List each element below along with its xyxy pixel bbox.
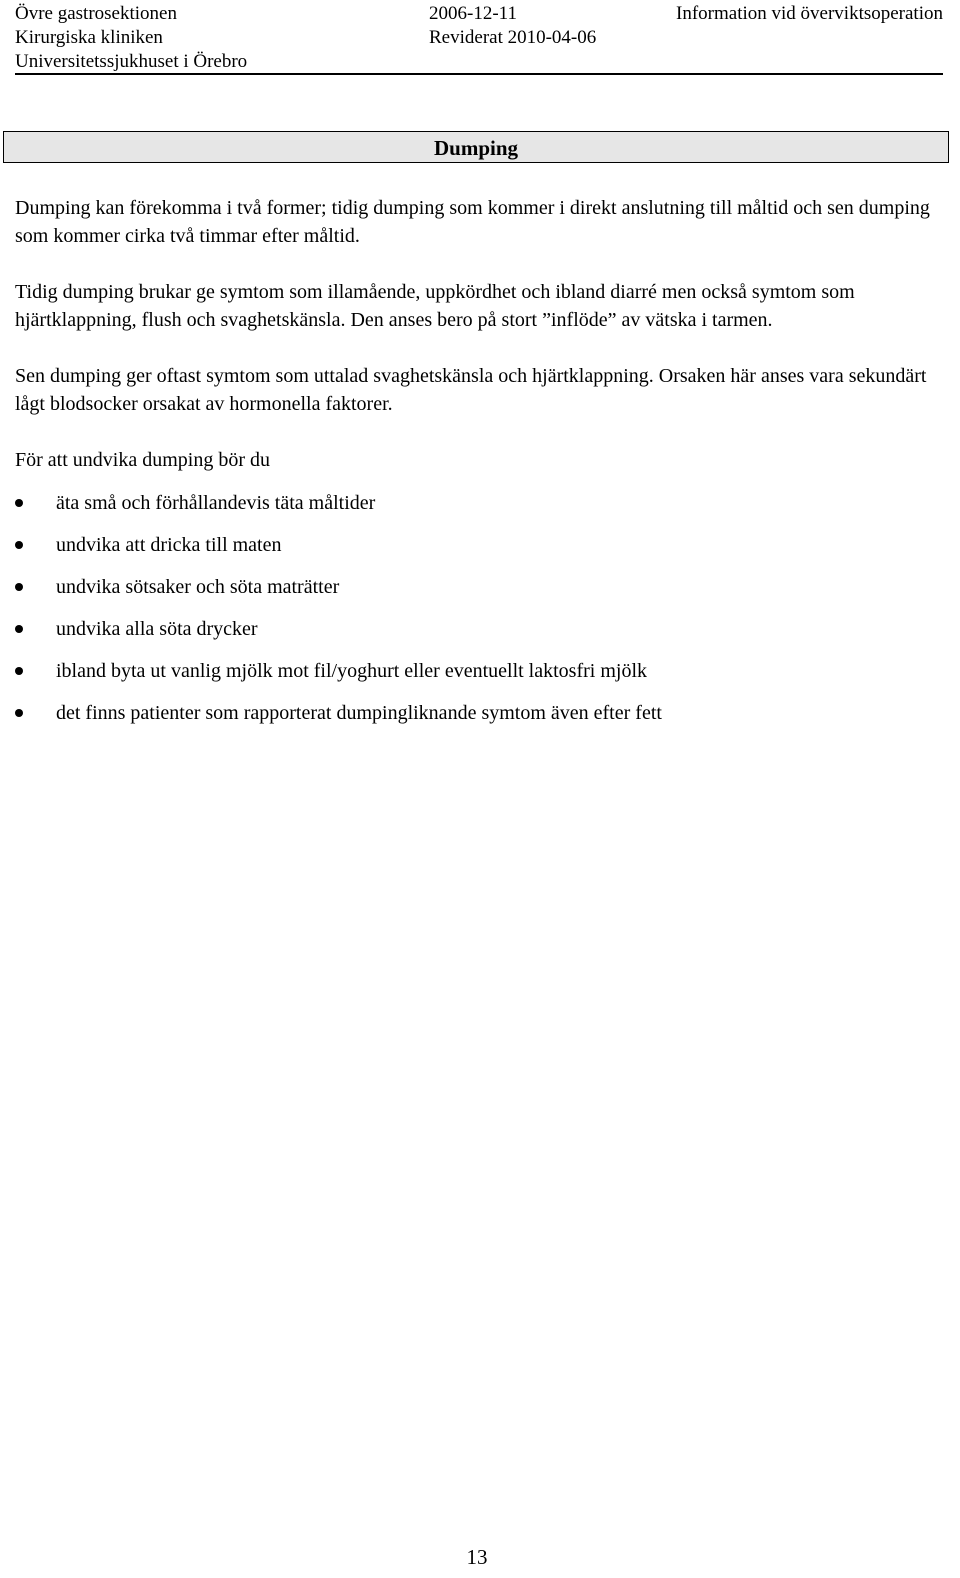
list-item (15, 573, 940, 601)
advice-list (15, 489, 940, 727)
list-item (15, 489, 940, 517)
list-item-text: undvika att dricka till maten (56, 534, 282, 556)
bullet-icon (15, 499, 23, 507)
header-line-1 (15, 2, 943, 26)
page-number: 13 (466, 1545, 488, 1569)
header-line-3 (15, 50, 943, 74)
paragraph-dumping-forms: Dumping kan förekomma i två former; tidig dumping som kommer i direkt anslutning till måltid och sen dumping som kommer cirka två timmar efter måltid. (15, 197, 930, 247)
list-item-text: det finns patienter som rapporterat dumpingliknande symtom även efter fett (56, 702, 662, 724)
bullet-icon (15, 541, 23, 549)
header-date: 2006-12-11 (429, 3, 517, 24)
bullet-icon (15, 667, 23, 675)
header-document-title: Information vid överviktsoperation (676, 3, 943, 24)
list-item (15, 615, 940, 643)
header-revision-date: Reviderat 2010-04-06 (429, 27, 597, 48)
list-item-text: äta små och förhållandevis täta måltider (56, 492, 376, 514)
header-divider (15, 73, 943, 75)
main-content (15, 194, 940, 741)
paragraph-early-dumping: Tidig dumping brukar ge symtom som illamående, uppkördhet och ibland diarré men också symtom som hjärtklappning, flush och svaghetskänsla. Den anses bero på stort ”inflöde” av vätska i tarmen. (15, 281, 855, 331)
page-header (15, 2, 943, 74)
list-item-text: undvika sötsaker och söta maträtter (56, 576, 340, 598)
bullet-icon (15, 709, 23, 717)
list-item (15, 657, 940, 685)
section-title: Dumping (3, 131, 949, 163)
header-department: Övre gastrosektionen (15, 3, 177, 24)
list-item (15, 531, 940, 559)
paragraph-late-dumping: Sen dumping ger oftast symtom som uttalad svaghetskänsla och hjärtklappning. Orsaken här anses vara sekundärt lågt blodsocker orsakat av hormonella faktorer. (15, 365, 927, 415)
bullet-icon (15, 583, 23, 591)
list-item-text: undvika alla söta drycker (56, 618, 258, 640)
list-item (15, 699, 940, 727)
header-clinic: Kirurgiska kliniken (15, 27, 163, 48)
list-item-text: ibland byta ut vanlig mjölk mot fil/yoghurt eller eventuellt laktosfri mjölk (56, 660, 648, 682)
bullet-icon (15, 625, 23, 633)
header-line-2 (15, 26, 943, 50)
advice-intro: För att undvika dumping bör du (15, 449, 270, 471)
header-hospital: Universitetssjukhuset i Örebro (15, 51, 248, 72)
